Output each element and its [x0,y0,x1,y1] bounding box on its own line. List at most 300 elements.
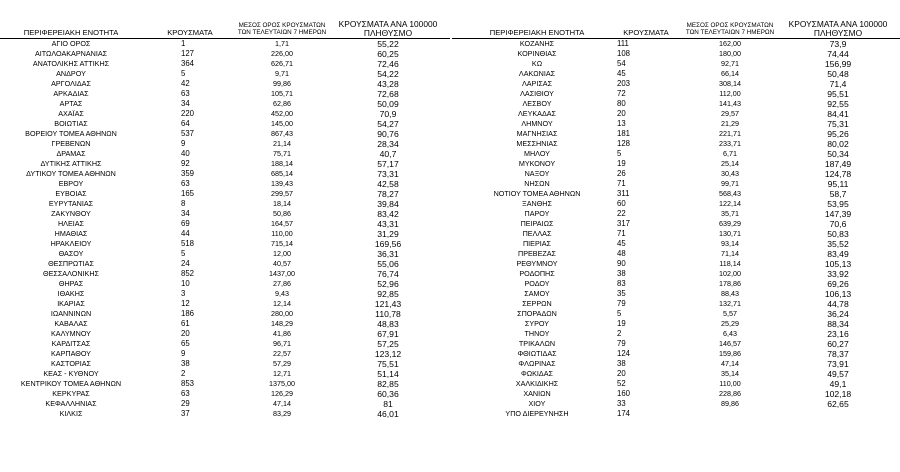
avg-7-days-cell: 6,43 [723,329,737,338]
table-row [0,359,450,369]
cases-cell: 311 [617,189,630,198]
table-row [0,409,450,419]
region-cell: ΠΕΛΛΑΣ [522,229,552,238]
cases-cell: 19 [617,159,626,168]
region-cell: ΕΥΒΟΙΑΣ [55,189,87,198]
per-100k-cell: 81 [383,399,393,409]
region-cell: ΙΘΑΚΗΣ [57,289,85,298]
region-cell: ΛΕΥΚΑΔΑΣ [517,109,556,118]
region-cell: ΚΕΝΤΡΙΚΟΥ ΤΟΜΕΑ ΑΘΗΝΩΝ [20,379,122,388]
header-per100k-line1: ΚΡΟΥΣΜΑΤΑ ΑΝΑ 100000 [338,19,438,30]
header-cases: ΚΡΟΥΣΜΑΤΑ [167,28,213,38]
table-row [452,229,900,239]
per-100k-cell: 46,01 [377,409,399,419]
avg-7-days-cell: 12,14 [273,299,291,308]
per-100k-cell: 62,65 [827,399,849,409]
header-cases: ΚΡΟΥΣΜΑΤΑ [623,28,669,38]
per-100k-cell: 43,31 [377,219,399,229]
avg-7-days-cell: 99,86 [273,79,291,88]
per-100k-cell: 74,44 [827,49,849,59]
table-row [452,129,900,139]
header-avg-7-days [232,23,332,36]
header-per-100k [336,20,440,37]
per-100k-cell: 121,43 [374,299,402,309]
region-cell: ΑΝΑΤΟΛΙΚΗΣ ΑΤΤΙΚΗΣ [32,59,110,68]
per-100k-cell: 52,96 [377,279,399,289]
avg-7-days-cell: 146,57 [719,339,741,348]
table-row [452,159,900,169]
region-cell: ΑΙΤΩΛΟΑΚΑΡΝΑΝΙΑΣ [34,49,108,58]
per-100k-cell: 147,39 [824,209,852,219]
cases-cell: 359 [181,169,195,178]
table-row [452,149,900,159]
avg-7-days-cell: 96,71 [273,339,291,348]
table-row [452,49,900,59]
region-cell: ΚΑΒΑΛΑΣ [54,319,88,328]
table-row [0,159,450,169]
cases-cell: 5 [181,69,186,78]
cases-cell: 26 [617,169,626,178]
cases-cell: 79 [617,299,626,308]
region-cell: ΦΛΩΡΙΝΑΣ [518,359,556,368]
cases-cell: 63 [181,179,190,188]
per-100k-cell: 49,57 [827,369,849,379]
per-100k-cell: 60,27 [827,339,849,349]
cases-cell: 19 [617,319,626,328]
cases-cell: 12 [181,299,190,308]
cases-cell: 203 [617,79,631,88]
avg-7-days-cell: 47,14 [273,399,291,408]
avg-7-days-cell: 40,57 [273,259,291,268]
region-cell: ΥΠΟ ΔΙΕΡΕΥΝΗΣΗ [505,409,569,418]
region-cell: ΣΑΜΟΥ [524,289,550,298]
region-cell: ΚΕΑΣ - ΚΥΘΝΟΥ [43,369,99,378]
per-100k-cell: 92,85 [377,289,399,299]
header-avg-7-days [680,23,780,36]
header-avg-line1: ΜΕΣΟΣ ΟΡΟΣ ΚΡΟΥΣΜΑΤΩΝ [686,22,774,30]
table-row [452,69,900,79]
per-100k-cell: 73,9 [829,39,847,49]
avg-7-days-cell: 178,86 [719,279,741,288]
table-row [0,129,450,139]
cases-cell: 20 [617,369,626,378]
region-cell: ΑΧΑΪΑΣ [58,109,84,118]
cases-cell: 61 [181,319,190,328]
per-100k-cell: 57,25 [377,339,399,349]
avg-7-days-cell: 233,71 [719,139,741,148]
table-row [0,299,450,309]
table-row [0,149,450,159]
per-100k-cell: 124,78 [824,169,852,179]
avg-7-days-cell: 159,86 [719,349,741,358]
cases-cell: 5 [181,249,186,258]
region-cell: ΝΟΤΙΟΥ ΤΟΜΕΑ ΑΘΗΝΩΝ [493,189,581,198]
region-cell: ΚΩ [531,59,543,68]
table-row [452,329,900,339]
cases-cell: 80 [617,99,626,108]
avg-7-days-cell: 30,43 [721,169,739,178]
avg-7-days-cell: 57,29 [273,359,291,368]
table-row [0,319,450,329]
table-row [0,39,450,49]
per-100k-cell: 83,42 [377,209,399,219]
left-table-body [0,39,450,419]
per-100k-cell: 60,25 [377,49,399,59]
avg-7-days-cell: 308,14 [719,79,741,88]
per-100k-cell: 57,17 [377,159,399,169]
region-cell: ΕΒΡΟΥ [58,179,84,188]
region-cell: ΗΛΕΙΑΣ [57,219,85,228]
table-row [0,349,450,359]
cases-cell: 364 [181,59,195,68]
table-row [452,389,900,399]
cases-cell: 92 [181,159,190,168]
avg-7-days-cell: 639,29 [719,219,741,228]
cases-cell: 45 [617,239,626,248]
region-cell: ΒΟΡΕΙΟΥ ΤΟΜΕΑ ΑΘΗΝΩΝ [25,129,117,138]
region-cell: ΛΗΜΝΟΥ [521,119,553,128]
cases-cell: 537 [181,129,195,138]
cases-cell: 3 [181,289,186,298]
avg-7-days-cell: 299,57 [271,189,293,198]
avg-7-days-cell: 130,71 [719,229,741,238]
avg-7-days-cell: 9,43 [275,289,289,298]
avg-7-days-cell: 35,71 [721,209,739,218]
per-100k-cell: 49,1 [829,379,847,389]
avg-7-days-cell: 66,14 [721,69,739,78]
cases-cell: 35 [617,289,626,298]
cases-cell: 5 [617,309,622,318]
header-region: ΠΕΡΙΦΕΡΕΙΑΚΗ ΕΝΟΤΗΤΑ [489,28,585,38]
table-row [0,389,450,399]
per-100k-cell: 42,58 [377,179,399,189]
table-row [452,269,900,279]
avg-7-days-cell: 92,71 [721,59,739,68]
region-cell: ΔΥΤΙΚΟΥ ΤΟΜΕΑ ΑΘΗΝΩΝ [26,169,116,178]
avg-7-days-cell: 145,00 [271,119,293,128]
per-100k-cell: 95,11 [827,179,849,189]
region-cell: ΠΕΙΡΑΙΩΣ [520,219,554,228]
per-100k-cell: 72,46 [377,59,399,69]
table-row [452,259,900,269]
per-100k-cell: 60,36 [377,389,399,399]
avg-7-days-cell: 148,29 [271,319,293,328]
per-100k-cell: 78,27 [377,189,399,199]
region-cell: ΣΠΟΡΑΔΩΝ [517,309,557,318]
region-cell: ΓΡΕΒΕΝΩΝ [51,139,91,148]
cases-cell: 5 [617,149,622,158]
cases-cell: 34 [181,209,190,218]
table-row [0,199,450,209]
region-cell: ΚΕΡΚΥΡΑΣ [52,389,90,398]
avg-7-days-cell: 21,14 [273,139,291,148]
region-cell: ΦΘΙΩΤΙΔΑΣ [517,349,557,358]
region-cell: ΧΑΝΙΩΝ [523,389,551,398]
cases-cell: 63 [181,389,190,398]
per-100k-cell: 58,7 [829,189,847,199]
region-cell: ΜΥΚΟΝΟΥ [518,159,556,168]
per-100k-cell: 73,91 [827,359,849,369]
table-row [452,219,900,229]
table-row [452,89,900,99]
table-row [0,179,450,189]
per-100k-cell: 95,51 [827,89,849,99]
table-row [452,349,900,359]
per-100k-cell: 88,34 [827,319,849,329]
cases-cell: 38 [181,359,190,368]
avg-7-days-cell: 110,00 [271,229,293,238]
cases-cell: 186 [181,309,195,318]
table-row [452,249,900,259]
region-cell: ΜΑΓΝΗΣΙΑΣ [516,129,558,138]
cases-cell: 40 [181,149,190,158]
right-table-body [452,39,900,419]
table-row [0,99,450,109]
table-row [0,309,450,319]
avg-7-days-cell: 12,00 [273,249,291,258]
region-cell: ΑΡΚΑΔΙΑΣ [53,89,89,98]
cases-cell: 38 [617,359,626,368]
cases-cell: 2 [181,369,186,378]
avg-7-days-cell: 29,57 [721,109,739,118]
avg-7-days-cell: 9,71 [275,69,289,78]
region-cell: ΠΙΕΡΙΑΣ [522,239,551,248]
table-row [0,219,450,229]
header-per-100k [786,20,890,37]
avg-7-days-cell: 126,29 [271,389,293,398]
cases-cell: 128 [617,139,631,148]
header-avg-line1: ΜΕΣΟΣ ΟΡΟΣ ΚΡΟΥΣΜΑΤΩΝ [238,22,326,30]
region-cell: ΜΕΣΣΗΝΙΑΣ [516,139,558,148]
region-cell: ΗΜΑΘΙΑΣ [54,229,88,238]
table-row [0,259,450,269]
region-cell: ΚΟΖΑΝΗΣ [519,39,555,48]
cases-cell: 38 [617,269,626,278]
avg-7-days-cell: 5,57 [723,309,737,318]
avg-7-days-cell: 47,14 [721,359,739,368]
per-100k-cell: 31,29 [377,229,399,239]
region-cell: ΑΓΙΟ ΟΡΟΣ [51,39,91,48]
region-cell: ΣΥΡΟΥ [524,319,550,328]
avg-7-days-cell: 867,43 [271,129,293,138]
per-100k-cell: 40,7 [379,149,397,159]
avg-7-days-cell: 21,29 [721,119,739,128]
per-100k-cell: 23,16 [827,329,849,339]
cases-cell: 64 [181,119,190,128]
table-row [452,59,900,69]
per-100k-cell: 90,76 [377,129,399,139]
cases-cell: 60 [617,199,626,208]
per-100k-cell: 51,14 [377,369,399,379]
region-cell: ΚΟΡΙΝΘΙΑΣ [517,49,557,58]
table-row [452,109,900,119]
table-row [0,69,450,79]
cases-cell: 34 [181,99,190,108]
header-region: ΠΕΡΙΦΕΡΕΙΑΚΗ ΕΝΟΤΗΤΑ [23,28,119,38]
region-cell: ΘΕΣΣΑΛΟΝΙΚΗΣ [43,269,99,278]
cases-cell: 317 [617,219,631,228]
region-cell: ΝΑΞΟΥ [524,169,550,178]
table-row [452,179,900,189]
per-100k-cell: 187,49 [824,159,852,169]
avg-7-days-cell: 27,86 [273,279,291,288]
region-cell: ΡΟΔΟΠΗΣ [519,269,555,278]
per-100k-cell: 53,95 [827,199,849,209]
region-cell: ΔΥΤΙΚΗΣ ΑΤΤΙΚΗΣ [40,159,102,168]
table-row [0,109,450,119]
cases-cell: 13 [617,119,626,128]
table-row [0,289,450,299]
cases-cell: 20 [181,329,190,338]
avg-7-days-cell: 280,00 [271,309,293,318]
per-100k-cell: 105,13 [824,259,852,269]
region-cell: ΡΕΘΥΜΝΟΥ [516,259,558,268]
cases-cell: 54 [617,59,626,68]
table-row [0,379,450,389]
cases-cell: 79 [617,339,626,348]
avg-7-days-cell: 118,14 [719,259,741,268]
header-per100k-line2: ΠΛΗΘΥΣΜΟ [363,27,413,38]
table-row [452,279,900,289]
avg-7-days-cell: 71,14 [721,249,739,258]
table-row [0,329,450,339]
per-100k-cell: 35,52 [827,239,849,249]
region-cell: ΒΟΙΩΤΙΑΣ [54,119,88,128]
table-row [452,359,900,369]
cases-cell: 160 [617,389,631,398]
per-100k-cell: 54,27 [377,119,399,129]
cases-cell: 52 [617,379,626,388]
per-100k-cell: 50,48 [827,69,849,79]
per-100k-cell: 92,55 [827,99,849,109]
header-per100k-line1: ΚΡΟΥΣΜΑΤΑ ΑΝΑ 100000 [788,19,888,30]
avg-7-days-cell: 110,00 [719,379,741,388]
per-100k-cell: 73,31 [377,169,399,179]
table-row [0,59,450,69]
cases-cell: 174 [617,409,631,418]
cases-cell: 518 [181,239,195,248]
avg-7-days-cell: 83,29 [273,409,291,418]
cases-cell: 20 [617,109,626,118]
cases-cell: 124 [617,349,631,358]
avg-7-days-cell: 93,14 [721,239,739,248]
per-100k-cell: 50,34 [827,149,849,159]
per-100k-cell: 80,02 [827,139,849,149]
region-cell: ΚΙΛΚΙΣ [59,409,83,418]
avg-7-days-cell: 105,71 [271,89,293,98]
cases-cell: 9 [181,349,186,358]
cases-cell: 220 [181,109,195,118]
per-100k-cell: 48,83 [377,319,399,329]
avg-7-days-cell: 102,00 [719,269,741,278]
cases-cell: 29 [181,399,190,408]
avg-7-days-cell: 1375,00 [269,379,295,388]
header-avg-line2: ΤΩΝ ΤΕΛΕΥΤΑΙΩΝ 7 ΗΜΕΡΩΝ [685,28,775,36]
avg-7-days-cell: 180,00 [719,49,741,58]
avg-7-days-cell: 122,14 [719,199,741,208]
table-row [452,319,900,329]
region-cell: ΞΑΝΘΗΣ [522,199,552,208]
avg-7-days-cell: 1,71 [275,39,289,48]
avg-7-days-cell: 228,86 [719,389,741,398]
table-row [0,89,450,99]
avg-7-days-cell: 112,00 [719,89,741,98]
cases-cell: 1 [181,39,186,48]
cases-cell: 24 [181,259,190,268]
avg-7-days-cell: 12,71 [273,369,291,378]
avg-7-days-cell: 568,43 [719,189,741,198]
table-row [452,289,900,299]
table-row [452,299,900,309]
table-row [0,79,450,89]
per-100k-cell: 50,83 [827,229,849,239]
header-per100k-line2: ΠΛΗΘΥΣΜΟ [813,27,863,38]
avg-7-days-cell: 89,86 [721,399,739,408]
table-row [452,409,900,419]
avg-7-days-cell: 50,86 [273,209,291,218]
avg-7-days-cell: 25,14 [721,159,739,168]
avg-7-days-cell: 164,57 [271,219,293,228]
avg-7-days-cell: 62,86 [273,99,291,108]
avg-7-days-cell: 6,71 [723,149,737,158]
region-cell: ΕΥΡΥΤΑΝΙΑΣ [48,199,94,208]
cases-cell: 63 [181,89,190,98]
region-cell: ΦΩΚΙΔΑΣ [521,369,553,378]
region-cell: ΚΑΡΠΑΘΟΥ [51,349,91,358]
per-100k-cell: 78,37 [827,349,849,359]
cases-cell: 37 [181,409,190,418]
cases-cell: 111 [617,39,629,48]
region-cell: ΘΕΣΠΡΩΤΙΑΣ [48,259,94,268]
table-row [452,39,900,49]
region-cell: ΚΕΦΑΛΛΗΝΙΑΣ [45,399,97,408]
cases-cell: 852 [181,269,195,278]
region-cell: ΛΑΚΩΝΙΑΣ [518,69,556,78]
cases-cell: 72 [617,89,626,98]
table-row [0,209,450,219]
cases-cell: 71 [617,179,626,188]
per-100k-cell: 54,22 [377,69,399,79]
table-row [452,379,900,389]
region-cell: ΙΩΑΝΝΙΝΩΝ [50,309,92,318]
cases-cell: 83 [617,279,626,288]
avg-7-days-cell: 22,57 [273,349,291,358]
avg-7-days-cell: 75,71 [273,149,291,158]
table-row [452,79,900,89]
per-100k-cell: 84,41 [827,109,849,119]
per-100k-cell: 67,91 [377,329,399,339]
avg-7-days-cell: 25,29 [721,319,739,328]
per-100k-cell: 83,49 [827,249,849,259]
per-100k-cell: 70,6 [829,219,847,229]
region-cell: ΤΗΝΟΥ [524,329,550,338]
per-100k-cell: 69,26 [827,279,849,289]
region-cell: ΠΡΕΒΕΖΑΣ [518,249,556,258]
region-cell: ΧΑΛΚΙΔΙΚΗΣ [515,379,559,388]
per-100k-cell: 75,51 [377,359,399,369]
cases-cell: 45 [617,69,626,78]
per-100k-cell: 70,9 [379,109,397,119]
per-100k-cell: 44,78 [827,299,849,309]
table-row [0,239,450,249]
per-100k-cell: 55,06 [377,259,399,269]
header-avg-line2: ΤΩΝ ΤΕΛΕΥΤΑΙΩΝ 7 ΗΜΕΡΩΝ [237,28,327,36]
table-row [452,339,900,349]
region-cell: ΔΡΑΜΑΣ [56,149,86,158]
cases-cell: 10 [181,279,190,288]
region-cell: ΙΚΑΡΙΑΣ [57,299,85,308]
table-row [0,269,450,279]
